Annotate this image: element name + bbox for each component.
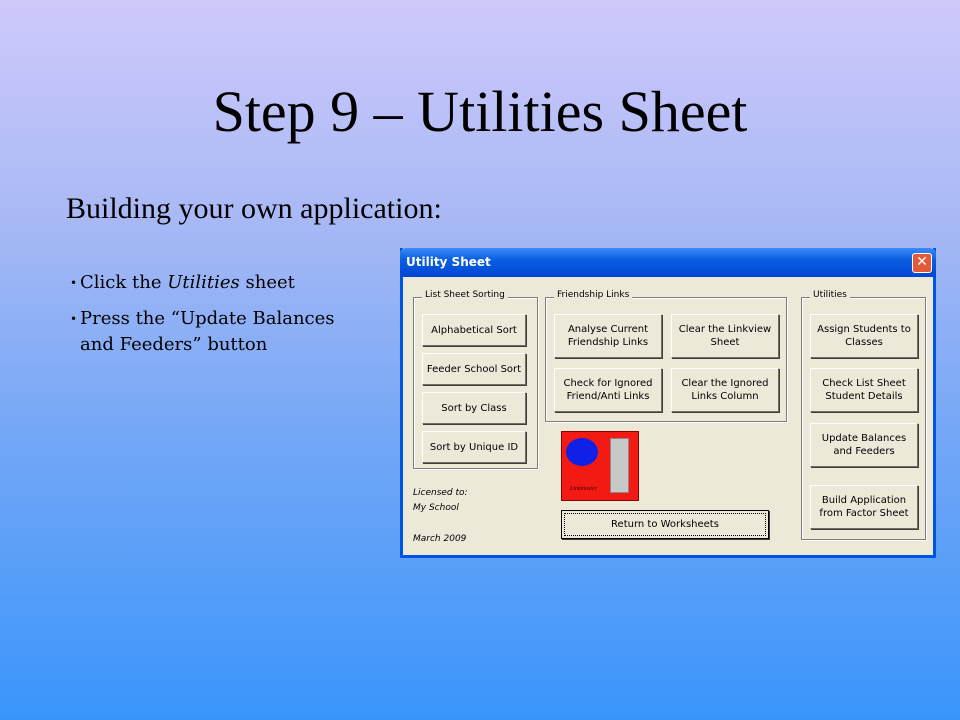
logo-rect-shape [610, 438, 629, 493]
clear-linkview-sheet-button[interactable]: Clear the Linkview Sheet [671, 314, 779, 358]
app-logo [561, 431, 639, 501]
feeder-school-sort-button[interactable]: Feeder School Sort [422, 353, 526, 385]
group-legend: List Sheet Sorting [422, 290, 508, 300]
group-legend: Utilities [810, 290, 850, 300]
dialog-titlebar[interactable] [400, 248, 936, 277]
license-name: My School [413, 503, 459, 513]
bullet-dot: • [70, 312, 78, 326]
build-application-button[interactable]: Build Application from Factor Sheet [810, 485, 918, 529]
bullet-dot: • [70, 276, 78, 290]
analyse-friendship-links-button[interactable]: Analyse Current Friendship Links [554, 314, 662, 358]
close-icon[interactable]: ✕ [912, 253, 932, 273]
assign-students-button[interactable]: Assign Students to Classes [810, 314, 918, 358]
sort-by-class-button[interactable]: Sort by Class [422, 392, 526, 424]
sort-by-unique-id-button[interactable]: Sort by Unique ID [422, 431, 526, 463]
bullet-item-1: • Click the Utilities sheet [70, 270, 370, 296]
slide-subtitle: Building your own application: [66, 192, 442, 225]
update-balances-feeders-button[interactable]: Update Balances and Feeders [810, 423, 918, 467]
return-to-worksheets-button[interactable]: Return to Worksheets [561, 510, 769, 539]
clear-ignored-links-button[interactable]: Clear the Ignored Links Column [671, 368, 779, 412]
bullet-item-2: • Press the “Update Balances and Feeders” button [70, 308, 335, 355]
utility-sheet-dialog [400, 248, 936, 558]
license-date: March 2009 [413, 534, 467, 544]
group-legend: Friendship Links [554, 290, 632, 300]
check-ignored-links-button[interactable]: Check for Ignored Friend/Anti Links [554, 368, 662, 412]
slide-title: Step 9 – Utilities Sheet [212, 79, 748, 144]
check-list-sheet-button[interactable]: Check List Sheet Student Details [810, 368, 918, 412]
logo-circle-shape [566, 438, 598, 466]
dialog-title: Utility Sheet [406, 255, 491, 269]
alphabetical-sort-button[interactable]: Alphabetical Sort [422, 314, 526, 346]
license-label: Licensed to: [413, 488, 468, 498]
bullet-list [70, 270, 370, 368]
logo-text: Linkmaster [570, 486, 597, 492]
